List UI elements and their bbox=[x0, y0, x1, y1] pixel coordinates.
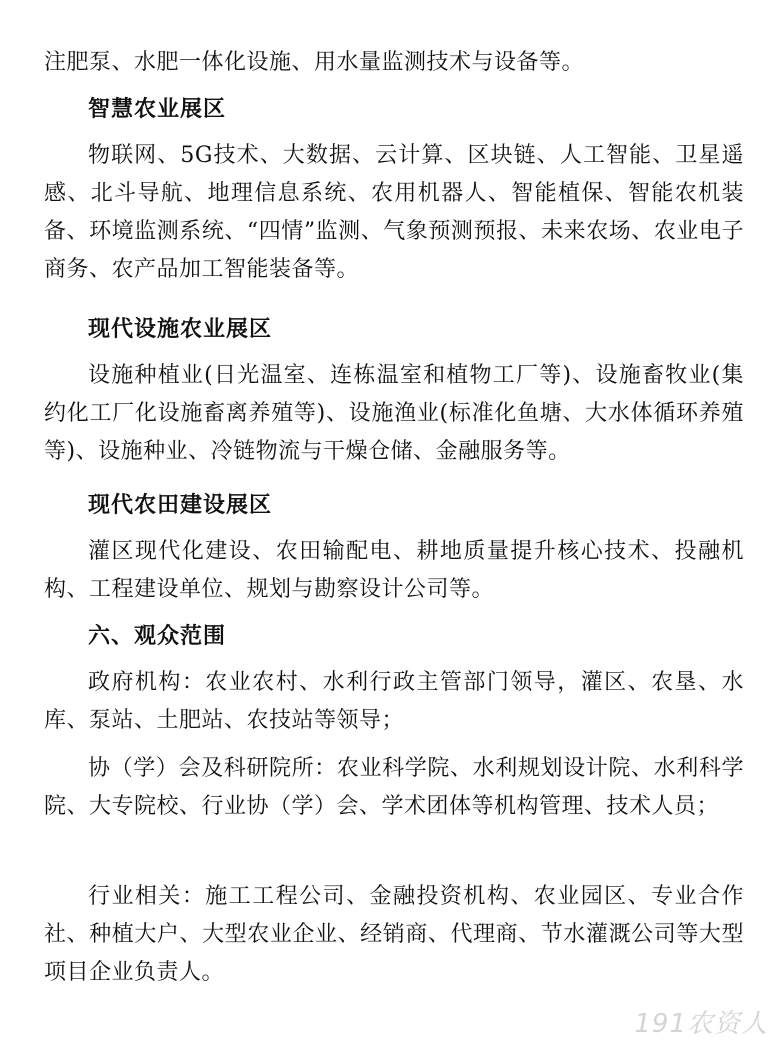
heading-farmland-construction: 现代农田建设展区 bbox=[88, 493, 273, 518]
paragraph-facility-agriculture: 设施种植业(日光温室、连栋温室和植物工厂等)、设施畜牧业(集约化工厂化设施畜离养殖等)、设施渔业(标准化鱼塘、大水体循环养殖等)、设施种业、冷链物流与干燥仓储、金融服务等。 bbox=[44, 363, 744, 464]
paragraph-audience-associations: 协（学）会及科研院所：农业科学院、水利规划设计院、水利科学院、大专院校、行业协（学）会、学术团体等机构管理、技术人员； bbox=[44, 756, 744, 819]
watermark-logo: 191农资人 bbox=[634, 1009, 768, 1039]
heading-facility-agriculture: 现代设施农业展区 bbox=[88, 317, 273, 342]
heading-smart-agriculture: 智慧农业展区 bbox=[88, 97, 227, 122]
paragraph-smart-agriculture: 物联网、5G技术、大数据、云计算、区块链、人工智能、卫星遥感、北斗导航、地理信息系统、农用机器人、智能植保、智能农机装备、环境监测系统、“四情”监测、气象预测预报、未来农场、农业电子商务、农产品加工智能装备等。 bbox=[44, 143, 744, 282]
heading-audience-scope: 六、观众范围 bbox=[88, 624, 227, 649]
paragraph-audience-government: 政府机构：农业农村、水利行政主管部门领导，灌区、农垦、水库、泵站、土肥站、农技站等领导； bbox=[44, 670, 744, 733]
paragraph-audience-industry: 行业相关：施工工程公司、金融投资机构、农业园区、专业合作社、种植大户、大型农业企业、经销商、代理商、节水灌溉公司等大型项目企业负责人。 bbox=[44, 884, 744, 985]
paragraph-farmland-construction: 灌区现代化建设、农田输配电、耕地质量提升核心技术、投融机构、工程建设单位、规划与勘察设计公司等。 bbox=[44, 539, 744, 602]
paragraph-continuation: 注肥泵、水肥一体化设施、用水量监测技术与设备等。 bbox=[44, 50, 585, 75]
